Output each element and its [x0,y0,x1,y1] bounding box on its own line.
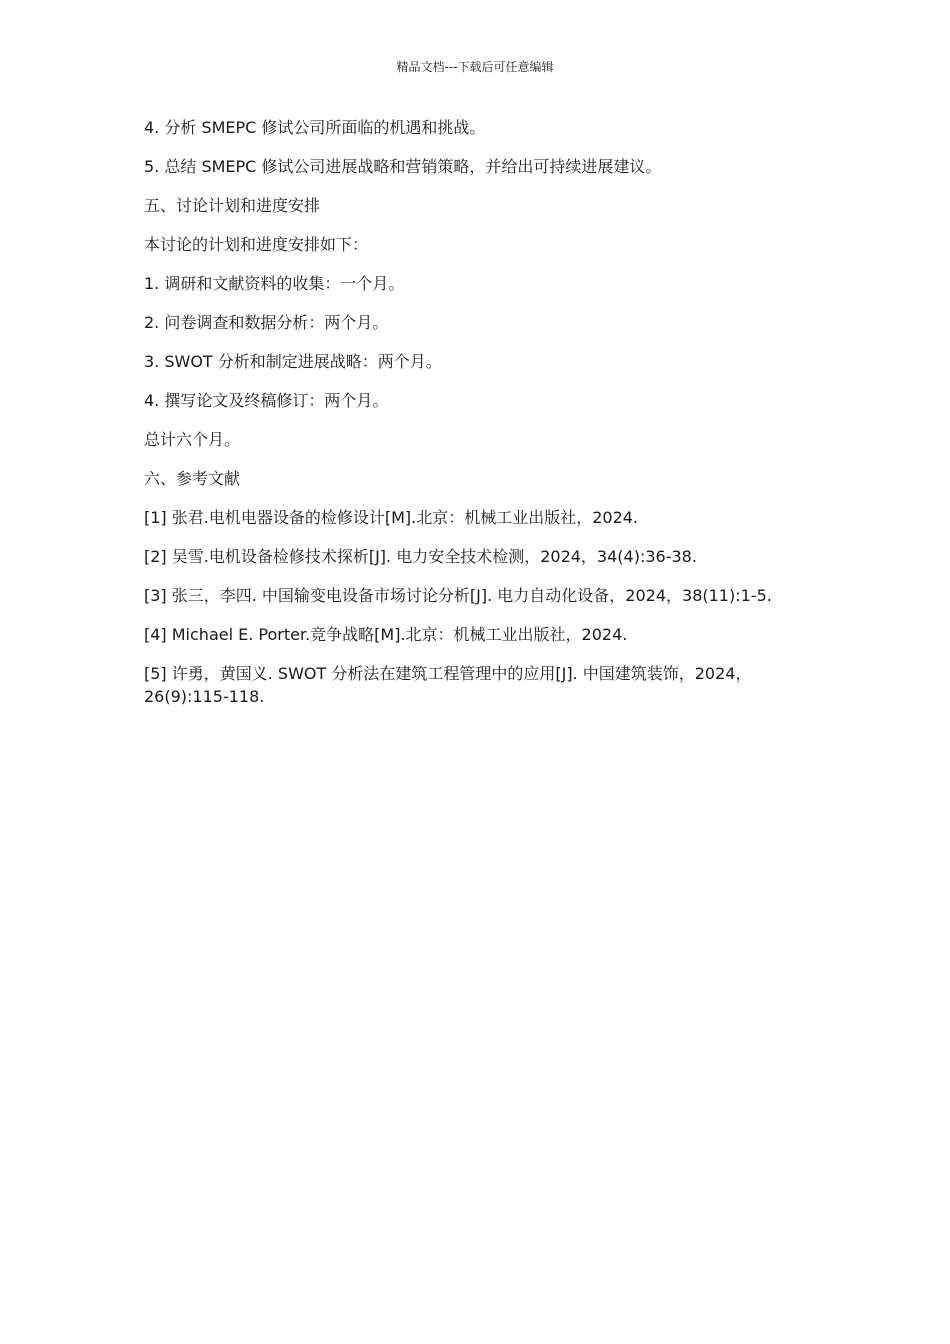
paragraph-objective-5: 5. 总结 SMEPC 修试公司进展战略和营销策略，并给出可持续进展建议。 [144,157,662,176]
reference-item-1: [1] 张君.电机电器设备的检修设计[M].北京：机械工业出版社，2024. [144,508,639,527]
schedule-total: 总计六个月。 [144,430,241,449]
schedule-item-1: 1. 调研和文献资料的收集：一个月。 [144,274,405,293]
schedule-item-3: 3. SWOT 分析和制定进展战略：两个月。 [144,352,442,371]
document-body [144,116,784,724]
reference-item-4: [4] Michael E. Porter.竞争战略[M].北京：机械工业出版社，2024. [144,625,628,644]
reference-item-5: [5] 许勇，黄国义. SWOT 分析法在建筑工程管理中的应用[J]. 中国建筑装饰，2024，26(9):115-118. [144,664,752,706]
paragraph-schedule-intro: 本讨论的计划和进度安排如下： [144,235,369,254]
reference-item-3: [3] 张三，李四. 中国输变电设备市场讨论分析[J]. 电力自动化设备，2024，38(11):1-5. [144,586,772,605]
page-header: 精品文档---下载后可任意编辑 [396,60,554,74]
reference-item-2: [2] 吴雪.电机设备检修技术探析[J]. 电力安全技术检测，2024，34(4):36-38. [144,547,697,566]
section-heading-references: 六、参考文献 [144,469,241,488]
schedule-item-2: 2. 问卷调查和数据分析：两个月。 [144,313,389,332]
schedule-item-4: 4. 撰写论文及终稿修订：两个月。 [144,391,389,410]
section-heading-schedule: 五、讨论计划和进度安排 [144,196,321,215]
paragraph-objective-4: 4. 分析 SMEPC 修试公司所面临的机遇和挑战。 [144,118,486,137]
